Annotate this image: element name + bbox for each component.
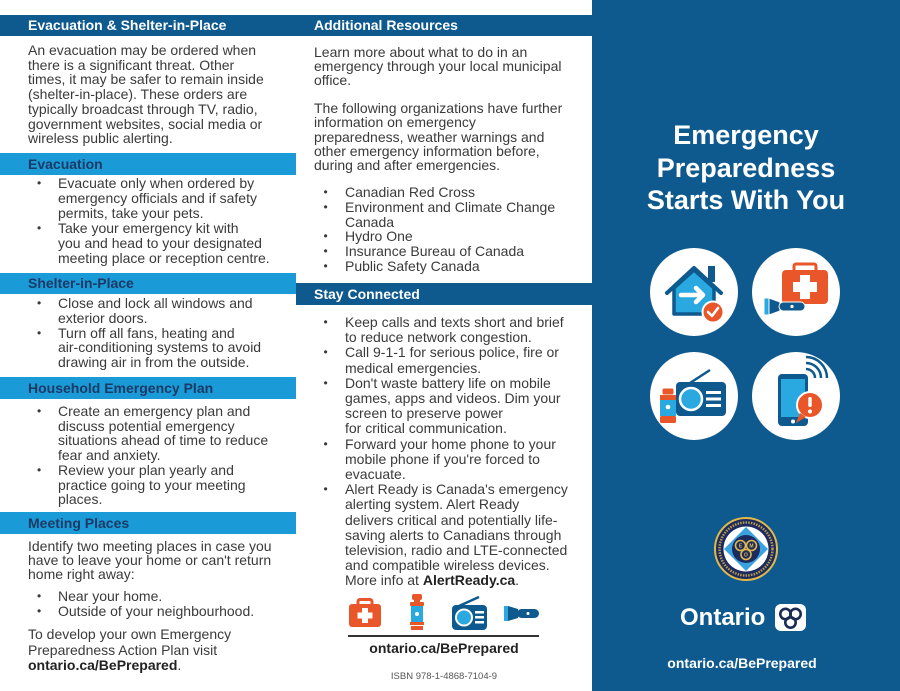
isbn-number: ISBN 978-1-4868-7104-9 bbox=[390, 671, 498, 682]
section-header-evacuation: Evacuation bbox=[0, 153, 296, 175]
list-item: • Evacuate only when ordered by emergency officials and if safety permits, take your pets. bbox=[28, 176, 270, 221]
action-plan-paragraph bbox=[28, 627, 231, 674]
action-plan-period: . bbox=[177, 657, 182, 673]
ontario-wordmark: Ontario bbox=[680, 604, 766, 631]
phone-alert-icon bbox=[752, 352, 840, 440]
section-header-meeting-places: Meeting Places bbox=[0, 512, 296, 534]
radio-icon bbox=[451, 596, 488, 631]
section-header-household-plan: Household Emergency Plan bbox=[0, 377, 296, 399]
additional-resources-intro: Learn more about what to do in an emergency through your local municipal office. bbox=[314, 44, 562, 88]
list-item: • Insurance Bureau of Canada bbox=[314, 244, 555, 259]
list-item: • Turn off all fans, heating and air-conditioning systems to avoid drawing air in from the outside. bbox=[28, 326, 261, 370]
first-aid-kit-icon bbox=[348, 598, 382, 628]
list-item: • Near your home. bbox=[28, 589, 254, 604]
list-item bbox=[314, 482, 568, 588]
list-item: • Create an emergency plan and discuss potential emergency situations ahead of time to reduce fear and anxiety. bbox=[28, 404, 268, 463]
seal-letter: E bbox=[738, 543, 743, 550]
water-bottle-icon bbox=[409, 594, 425, 631]
action-plan-url: ontario.ca/BePrepared bbox=[28, 657, 178, 673]
trillium-icon bbox=[775, 604, 806, 631]
list-item: • Call 9-1-1 for serious police, fire or medical emergencies. bbox=[314, 345, 568, 375]
organizations-intro: The following organizations have further information on emergency preparedness, weather warnings and other emergency information before, during and after emergencies. bbox=[314, 100, 563, 174]
first-aid-kit-flashlight-icon bbox=[752, 248, 840, 336]
section-header-additional-resources: Additional Resources bbox=[296, 15, 592, 36]
organizations-list bbox=[314, 185, 555, 274]
evacuation-shelter-intro: An evacuation may be ordered when there is a significant threat. Other times, it may be safer to remain inside (shelter-in-place). These orders are typically broadcast through TV, radio, government websites, social media or wireless public alerting. bbox=[28, 42, 264, 147]
divider bbox=[348, 635, 539, 637]
evacuation-list bbox=[28, 176, 270, 265]
house-evacuation-icon bbox=[650, 248, 738, 336]
radio-water-bottle-icon bbox=[650, 352, 738, 440]
section-header-evacuation-shelter: Evacuation & Shelter-in-Place bbox=[0, 15, 296, 36]
list-item: • Keep calls and texts short and brief to reduce network congestion. bbox=[314, 315, 568, 345]
emergency-management-seal bbox=[714, 517, 778, 581]
list-item: • Outside of your neighbourhood. bbox=[28, 604, 254, 619]
list-item: • Forward your home phone to your mobile phone if you're forced to evacuate. bbox=[314, 437, 568, 483]
stay-connected-list bbox=[314, 315, 568, 589]
household-plan-list bbox=[28, 404, 268, 507]
alert-ready-period: . bbox=[515, 572, 520, 589]
list-item: • Close and lock all windows and exterior doors. bbox=[28, 296, 261, 326]
cover-url: ontario.ca/BePrepared bbox=[667, 655, 817, 671]
section-header-stay-connected: Stay Connected bbox=[296, 283, 592, 305]
list-item: • Take your emergency kit with you and head to your designated meeting place or reception centre. bbox=[28, 221, 270, 266]
shelter-in-place-list bbox=[28, 296, 261, 370]
list-item: • Environment and Climate Change Canada bbox=[314, 200, 555, 230]
list-item: • Canadian Red Cross bbox=[314, 185, 555, 200]
seal-letter: O bbox=[744, 552, 748, 559]
alert-ready-url: AlertReady.ca bbox=[422, 572, 516, 589]
meeting-places-list bbox=[28, 589, 254, 619]
alert-ready-text: Alert Ready is Canada's emergency alerting system. Alert Ready delivers critical and potentially life- saving alerts to Canadians through television, radio and LTE-connected and compatible wireless devices. More info at bbox=[345, 481, 568, 589]
footer-url: ontario.ca/BePrepared bbox=[369, 640, 519, 656]
list-item: • Public Safety Canada bbox=[314, 259, 555, 274]
seal-letter: M bbox=[749, 543, 754, 550]
meeting-places-intro: Identify two meeting places in case you have to leave your home or can't return home right away: bbox=[28, 538, 272, 582]
list-item: • Don't waste battery life on mobile games, apps and videos. Dim your screen to preserve power for critical communication. bbox=[314, 376, 568, 437]
action-plan-text: To develop your own Emergency Preparedness Action Plan visit bbox=[28, 626, 232, 658]
section-header-shelter-in-place: Shelter-in-Place bbox=[0, 273, 296, 294]
list-item: • Hydro One bbox=[314, 229, 555, 244]
flashlight-icon bbox=[504, 605, 540, 622]
cover-title: Emergency Preparedness Starts With You bbox=[646, 120, 846, 215]
cover-panel bbox=[592, 0, 900, 691]
ontario-logo bbox=[680, 604, 806, 631]
list-item: • Review your plan yearly and practice going to your meeting places. bbox=[28, 463, 268, 507]
